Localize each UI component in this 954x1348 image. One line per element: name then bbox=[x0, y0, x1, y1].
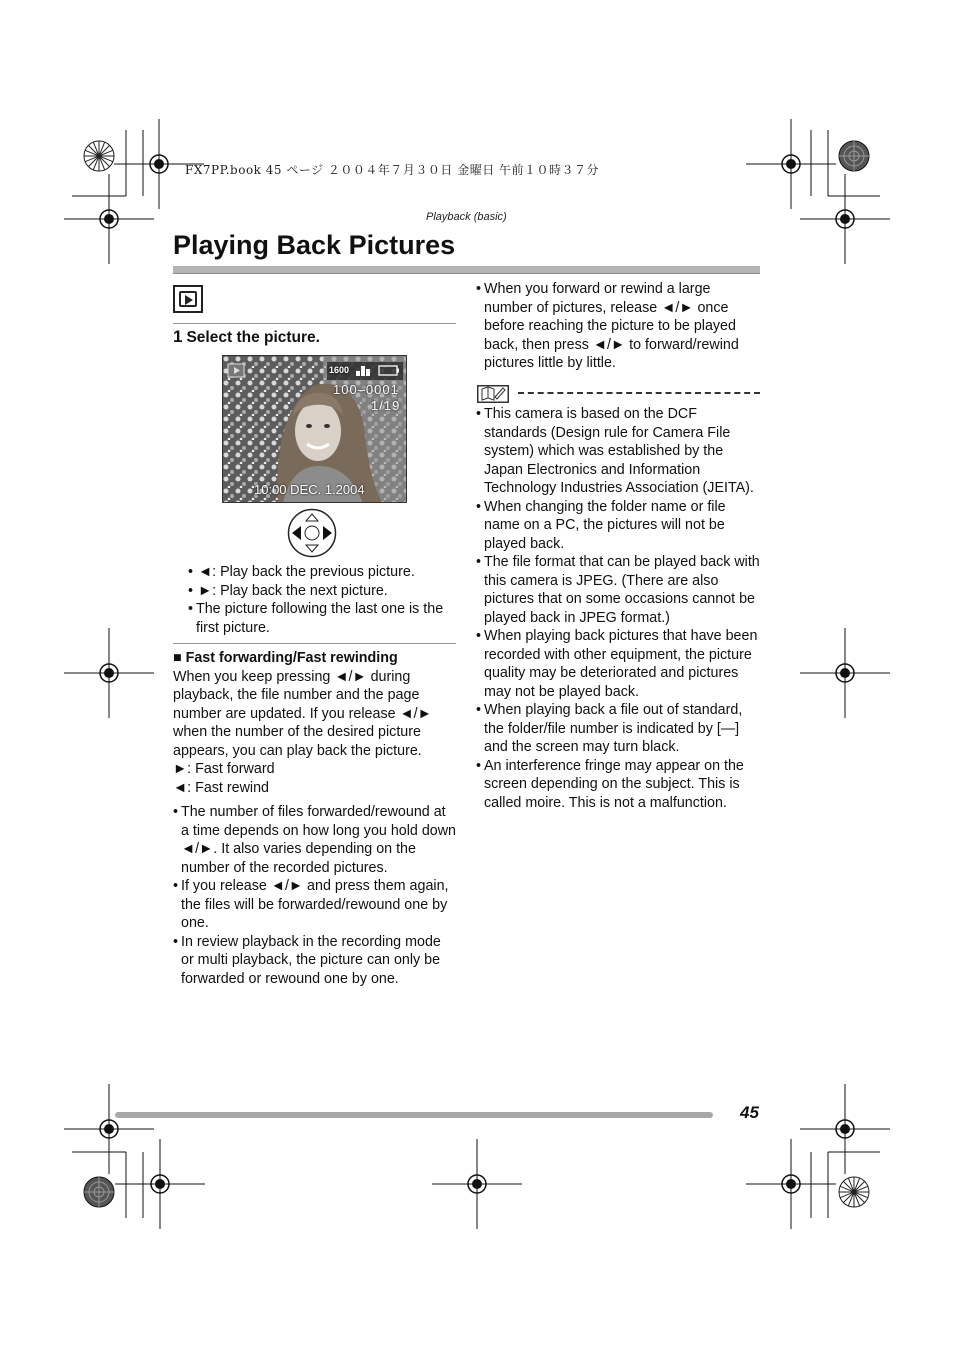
note-divider bbox=[518, 392, 760, 396]
step-text: Select the picture. bbox=[186, 329, 320, 346]
divider bbox=[173, 323, 456, 324]
list-item: • This camera is based on the DCF standards (Design rule for Camera File system) which was established by the Japan Electronics and Information Technology Industries Association (JEITA). bbox=[476, 405, 760, 498]
divider bbox=[173, 643, 456, 644]
list-item: • When you forward or rewind a large number of pictures, release ◄/► once before reaching the picture to be played back, then press ◄/► to forward/rewind pictures little by little. bbox=[476, 280, 760, 373]
page-title: Playing Back Pictures bbox=[173, 230, 456, 260]
list-item: • When changing the folder name or file name on a PC, the pictures will not be played back. bbox=[476, 498, 760, 554]
page-number: 45 bbox=[740, 1103, 759, 1122]
list-item: • ◄: Play back the previous picture. bbox=[186, 563, 458, 582]
list-item: • The number of files forwarded/rewound at a time depends on how long you hold down ◄/►. It also varies depending on the number of the recorded pictures. bbox=[173, 803, 456, 877]
list-item: • ►: Play back the next picture. bbox=[186, 582, 458, 601]
fast-forward-section bbox=[173, 649, 456, 988]
cursor-button-icon bbox=[287, 508, 337, 558]
left-bullet-list bbox=[186, 563, 458, 637]
step-number: 1 bbox=[173, 327, 183, 346]
title-rule bbox=[173, 266, 760, 274]
fast-rewind-label: ◄: Fast rewind bbox=[173, 779, 269, 796]
list-item: • An interference fringe may appear on the screen depending on the subject. This is called moire. This is not a malfunction. bbox=[476, 757, 760, 813]
lcd-resolution: 1600 bbox=[329, 365, 350, 375]
fast-forward-label: ►: Fast forward bbox=[173, 761, 275, 777]
playback-mode-icon bbox=[173, 285, 203, 313]
fast-forward-paragraph: When you keep pressing ◄/► during playback, the file number and the page number are updated. If you release ◄/► when the number of the desired picture appears, you can play back the picture. bbox=[173, 668, 432, 759]
list-item: • If you release ◄/► and press them again, the files will be forwarded/rewound one by one. bbox=[173, 877, 456, 933]
footer-bar bbox=[115, 1112, 713, 1118]
list-item: • In review playback in the recording mode or multi playback, the picture can only be forwarded or rewound one by one. bbox=[173, 933, 456, 989]
list-item: • The picture following the last one is the first picture. bbox=[186, 600, 458, 637]
lcd-photo bbox=[223, 356, 407, 503]
print-header: FX7PP.book 45 ページ ２００４年７月３０日 金曜日 午前１０時３７分 bbox=[185, 163, 600, 177]
lcd-timestamp: 10:00 DEC. 1.2004 bbox=[254, 482, 365, 497]
list-item: • The file format that can be played back with this camera is JPEG. (There are also pictures that on some occasions cannot be played back in JPEG format.) bbox=[476, 553, 760, 627]
fast-forward-heading: ■ Fast forwarding/Fast rewinding bbox=[173, 650, 398, 666]
list-item: • When playing back pictures that have been recorded with other equipment, the picture quality may be deteriorated and pictures may not be played back. bbox=[476, 627, 760, 701]
step-heading bbox=[173, 327, 320, 347]
lcd-page-count: 1/19 bbox=[371, 398, 401, 413]
lcd-file-number: 100–0001 bbox=[333, 382, 399, 397]
right-top-bullet bbox=[476, 280, 760, 373]
lcd-screen-image bbox=[222, 355, 407, 503]
list-item: • When playing back a file out of standard, the folder/file number is indicated by [—] and the screen may turn black. bbox=[476, 701, 760, 757]
note-icon bbox=[477, 385, 509, 403]
section-label: Playback (basic) bbox=[426, 211, 507, 223]
notes-list bbox=[476, 405, 760, 812]
